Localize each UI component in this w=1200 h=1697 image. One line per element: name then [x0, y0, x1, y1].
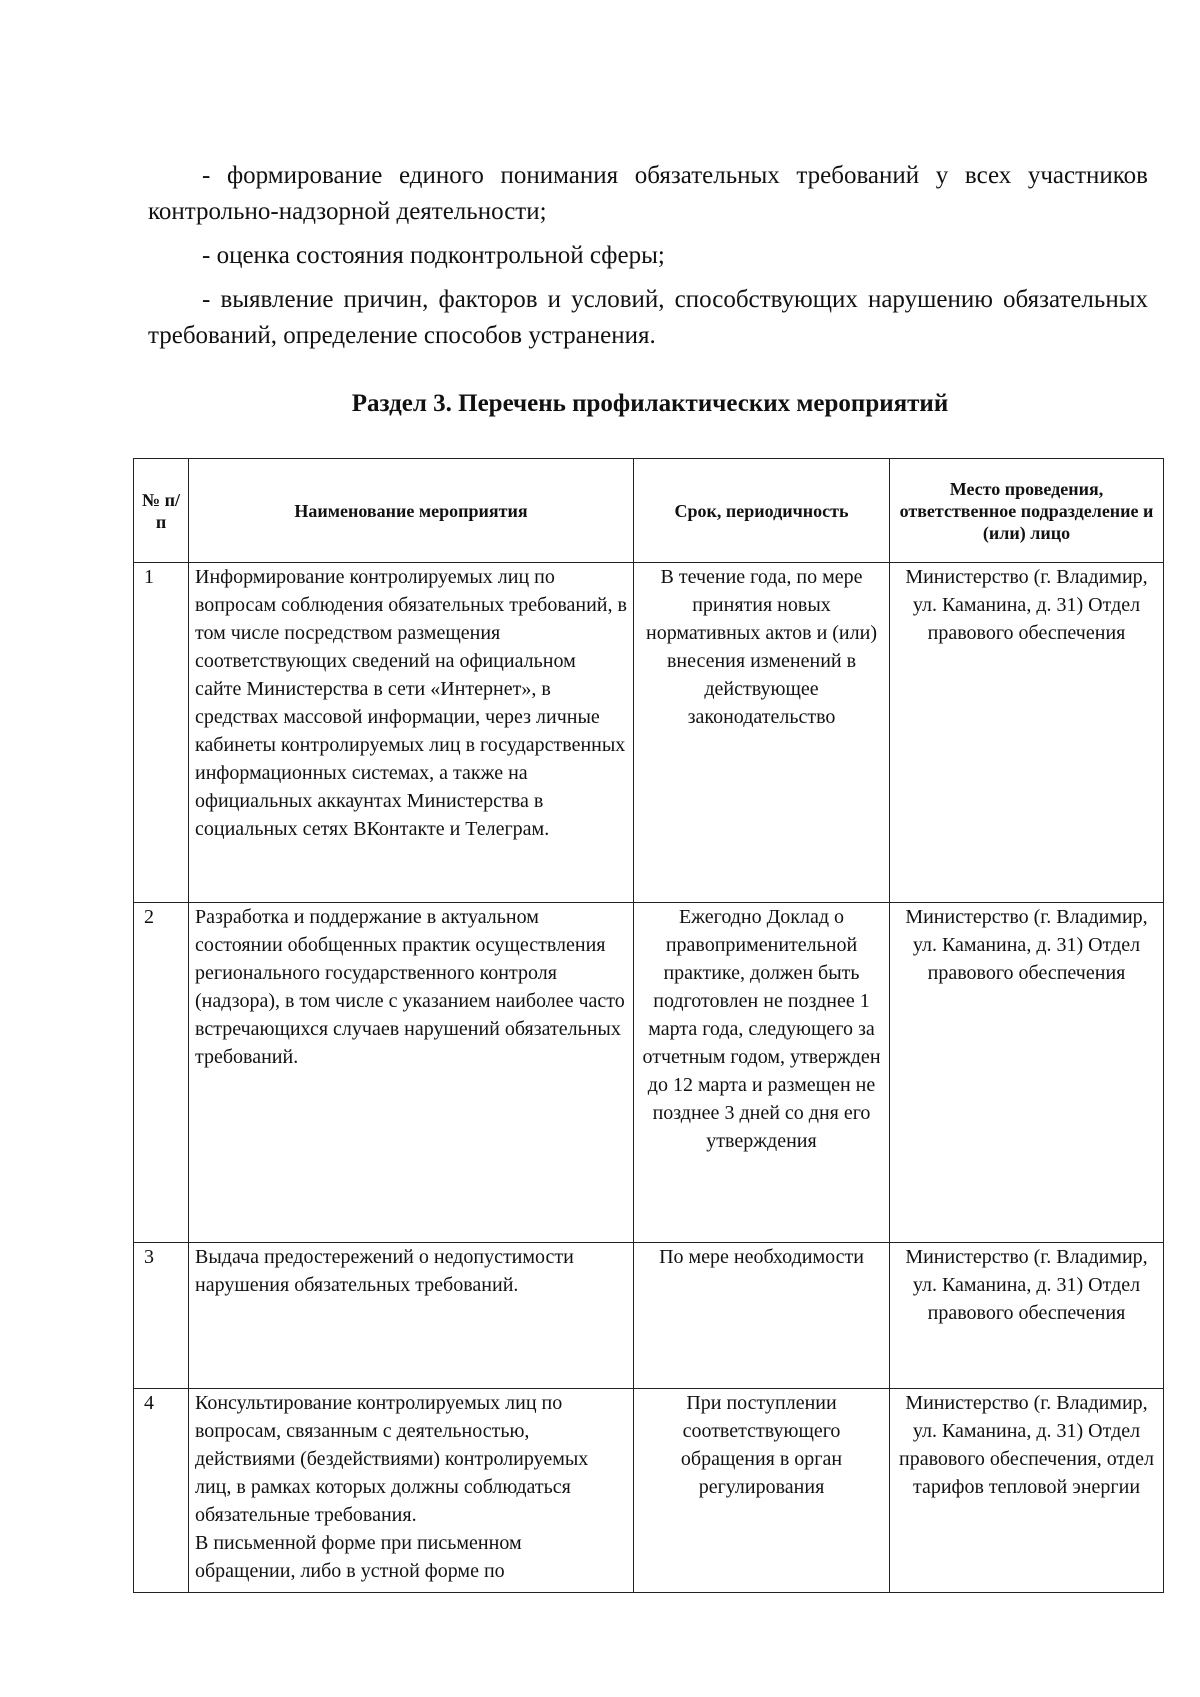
- table-row: [134, 903, 1164, 1243]
- row-period: При поступлении соответствующего обращения в орган регулирования: [634, 1389, 890, 1593]
- row-name-continuation: В письменной форме при письменном обращении, либо в устной форме по: [195, 1532, 522, 1582]
- intro-paragraph-3: - выявление причин, факторов и условий, способствующих нарушению обязательных требований, определение способов устранения.: [148, 286, 1148, 349]
- row-place: Министерство (г. Владимир, ул. Каманина, д. 31) Отдел правового обеспечения: [890, 903, 1164, 1243]
- row-name: Разработка и поддержание в актуальном состоянии обобщенных практик осуществления регионального государственного контроля (надзора), в том числе с указанием наиболее часто встречающихся случаев нарушений обязательных требований.: [189, 903, 634, 1243]
- row-name: [189, 1389, 634, 1593]
- intro-paragraph-1: - формирование единого понимания обязательных требований у всех участников контрольно-надзорной деятельности;: [148, 162, 1148, 225]
- row-num: 1: [134, 563, 189, 903]
- row-place: Министерство (г. Владимир, ул. Каманина, д. 31) Отдел правового обеспечения: [890, 1243, 1164, 1389]
- table-header-row: [134, 459, 1164, 563]
- row-name: Выдача предостережений о недопустимости нарушения обязательных требований.: [189, 1243, 634, 1389]
- row-place: Министерство (г. Владимир, ул. Каманина, д. 31) Отдел правового обеспечения, отдел тарифов тепловой энергии: [890, 1389, 1164, 1593]
- table-row: [134, 1389, 1164, 1593]
- table-row: [134, 1243, 1164, 1389]
- row-name-text: Консультирование контролируемых лиц по вопросам, связанным с деятельностью, действиями (бездействиями) контролируемых лиц, в рамках которых должны соблюдаться обязательные требования.: [195, 1392, 589, 1526]
- row-num: 4: [134, 1389, 189, 1593]
- row-period: Ежегодно Доклад о правоприменительной практике, должен быть подготовлен не позднее 1 марта года, следующего за отчетным годом, утвержден до 12 марта и размещен не позднее 3 дней со дня его утверждения: [634, 903, 890, 1243]
- row-name: Информирование контролируемых лиц по вопросам соблюдения обязательных требований, в том числе посредством размещения соответствующих сведений на официальном сайте Министерства в сети «Интернет», в средствах массовой информации, через личные кабинеты контролируемых лиц в государственных информационных системах, а также на официальных аккаунтах Министерства в социальных сетях ВКонтакте и Телеграм.: [189, 563, 634, 903]
- header-name: Наименование мероприятия: [189, 459, 634, 563]
- section-title: Раздел 3. Перечень профилактических мероприятий: [351, 390, 949, 417]
- header-place: Место проведения, ответственное подразделение и (или) лицо: [890, 459, 1164, 563]
- intro-paragraph-2: - оценка состояния подконтрольной сферы;: [202, 242, 665, 269]
- header-num: № п/п: [134, 459, 189, 563]
- table-row: [134, 563, 1164, 903]
- row-num: 3: [134, 1243, 189, 1389]
- measures-table: [133, 458, 1164, 1593]
- row-place: Министерство (г. Владимир, ул. Каманина, д. 31) Отдел правового обеспечения: [890, 563, 1164, 903]
- row-num: 2: [134, 903, 189, 1243]
- intro-text: [148, 158, 1148, 362]
- header-period: Срок, периодичность: [634, 459, 890, 563]
- row-period: В течение года, по мере принятия новых нормативных актов и (или) внесения изменений в действующее законодательство: [634, 563, 890, 903]
- row-period: По мере необходимости: [634, 1243, 890, 1389]
